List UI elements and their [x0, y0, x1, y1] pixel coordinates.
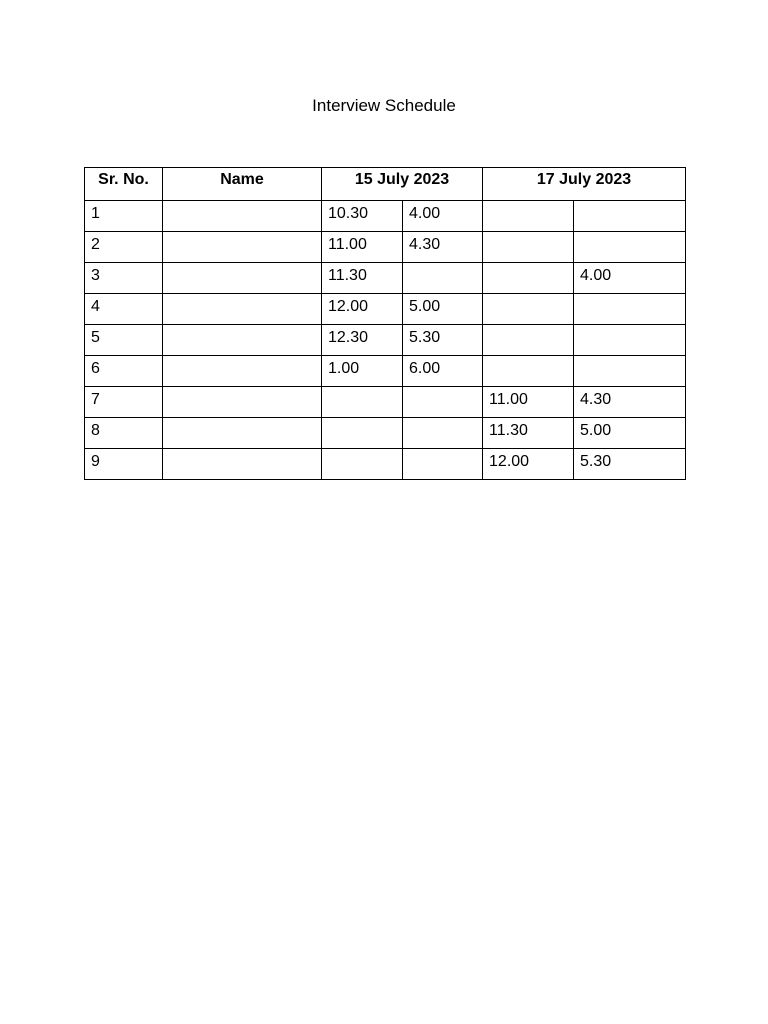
interview-schedule-table: [84, 167, 686, 480]
cell-name: [163, 356, 322, 387]
cell-date1-slot1: 11.30: [322, 263, 403, 294]
cell-date1-slot2: 6.00: [403, 356, 483, 387]
cell-sr-no: 7: [85, 387, 163, 418]
cell-date2-slot2: [574, 294, 686, 325]
cell-sr-no: 1: [85, 201, 163, 232]
cell-date1-slot2: [403, 263, 483, 294]
table-row: [85, 201, 686, 232]
table-row: [85, 356, 686, 387]
cell-date1-slot2: [403, 418, 483, 449]
cell-date2-slot1: [483, 263, 574, 294]
cell-sr-no: 2: [85, 232, 163, 263]
cell-sr-no: 6: [85, 356, 163, 387]
cell-date1-slot1: [322, 387, 403, 418]
cell-date1-slot1: 12.00: [322, 294, 403, 325]
table-row: [85, 387, 686, 418]
cell-date1-slot1: 10.30: [322, 201, 403, 232]
cell-sr-no: 8: [85, 418, 163, 449]
page-title: Interview Schedule: [312, 96, 456, 115]
cell-date2-slot2: [574, 201, 686, 232]
cell-date1-slot2: [403, 387, 483, 418]
cell-sr-no: 5: [85, 325, 163, 356]
table-row: [85, 325, 686, 356]
cell-date2-slot2: [574, 356, 686, 387]
cell-date2-slot1: [483, 294, 574, 325]
header-date-2: 17 July 2023: [483, 168, 686, 201]
table-row: [85, 449, 686, 480]
cell-date2-slot2: 5.00: [574, 418, 686, 449]
cell-date2-slot1: 12.00: [483, 449, 574, 480]
cell-date2-slot1: [483, 325, 574, 356]
cell-sr-no: 3: [85, 263, 163, 294]
cell-sr-no: 9: [85, 449, 163, 480]
header-date-1: 15 July 2023: [322, 168, 483, 201]
cell-date1-slot1: [322, 449, 403, 480]
cell-name: [163, 263, 322, 294]
cell-name: [163, 418, 322, 449]
cell-name: [163, 294, 322, 325]
cell-date2-slot1: [483, 356, 574, 387]
cell-date2-slot2: [574, 232, 686, 263]
table-row: [85, 232, 686, 263]
cell-sr-no: 4: [85, 294, 163, 325]
cell-date1-slot2: 5.30: [403, 325, 483, 356]
cell-name: [163, 325, 322, 356]
cell-date1-slot1: 12.30: [322, 325, 403, 356]
cell-date2-slot1: [483, 201, 574, 232]
cell-date2-slot1: 11.30: [483, 418, 574, 449]
cell-date2-slot1: [483, 232, 574, 263]
table-row: [85, 418, 686, 449]
cell-name: [163, 387, 322, 418]
cell-date2-slot2: 5.30: [574, 449, 686, 480]
cell-date1-slot1: 11.00: [322, 232, 403, 263]
cell-date2-slot2: 4.00: [574, 263, 686, 294]
header-sr-no: Sr. No.: [85, 168, 163, 201]
cell-date1-slot2: 5.00: [403, 294, 483, 325]
cell-date2-slot2: 4.30: [574, 387, 686, 418]
cell-date1-slot2: 4.30: [403, 232, 483, 263]
header-name: Name: [163, 168, 322, 201]
cell-name: [163, 232, 322, 263]
cell-name: [163, 449, 322, 480]
cell-date2-slot2: [574, 325, 686, 356]
table-row: [85, 294, 686, 325]
cell-date2-slot1: 11.00: [483, 387, 574, 418]
cell-date1-slot1: [322, 418, 403, 449]
table-body: [85, 201, 686, 480]
cell-date1-slot2: 4.00: [403, 201, 483, 232]
table-row: [85, 263, 686, 294]
cell-name: [163, 201, 322, 232]
cell-date1-slot2: [403, 449, 483, 480]
cell-date1-slot1: 1.00: [322, 356, 403, 387]
table-header-row: [85, 168, 686, 201]
